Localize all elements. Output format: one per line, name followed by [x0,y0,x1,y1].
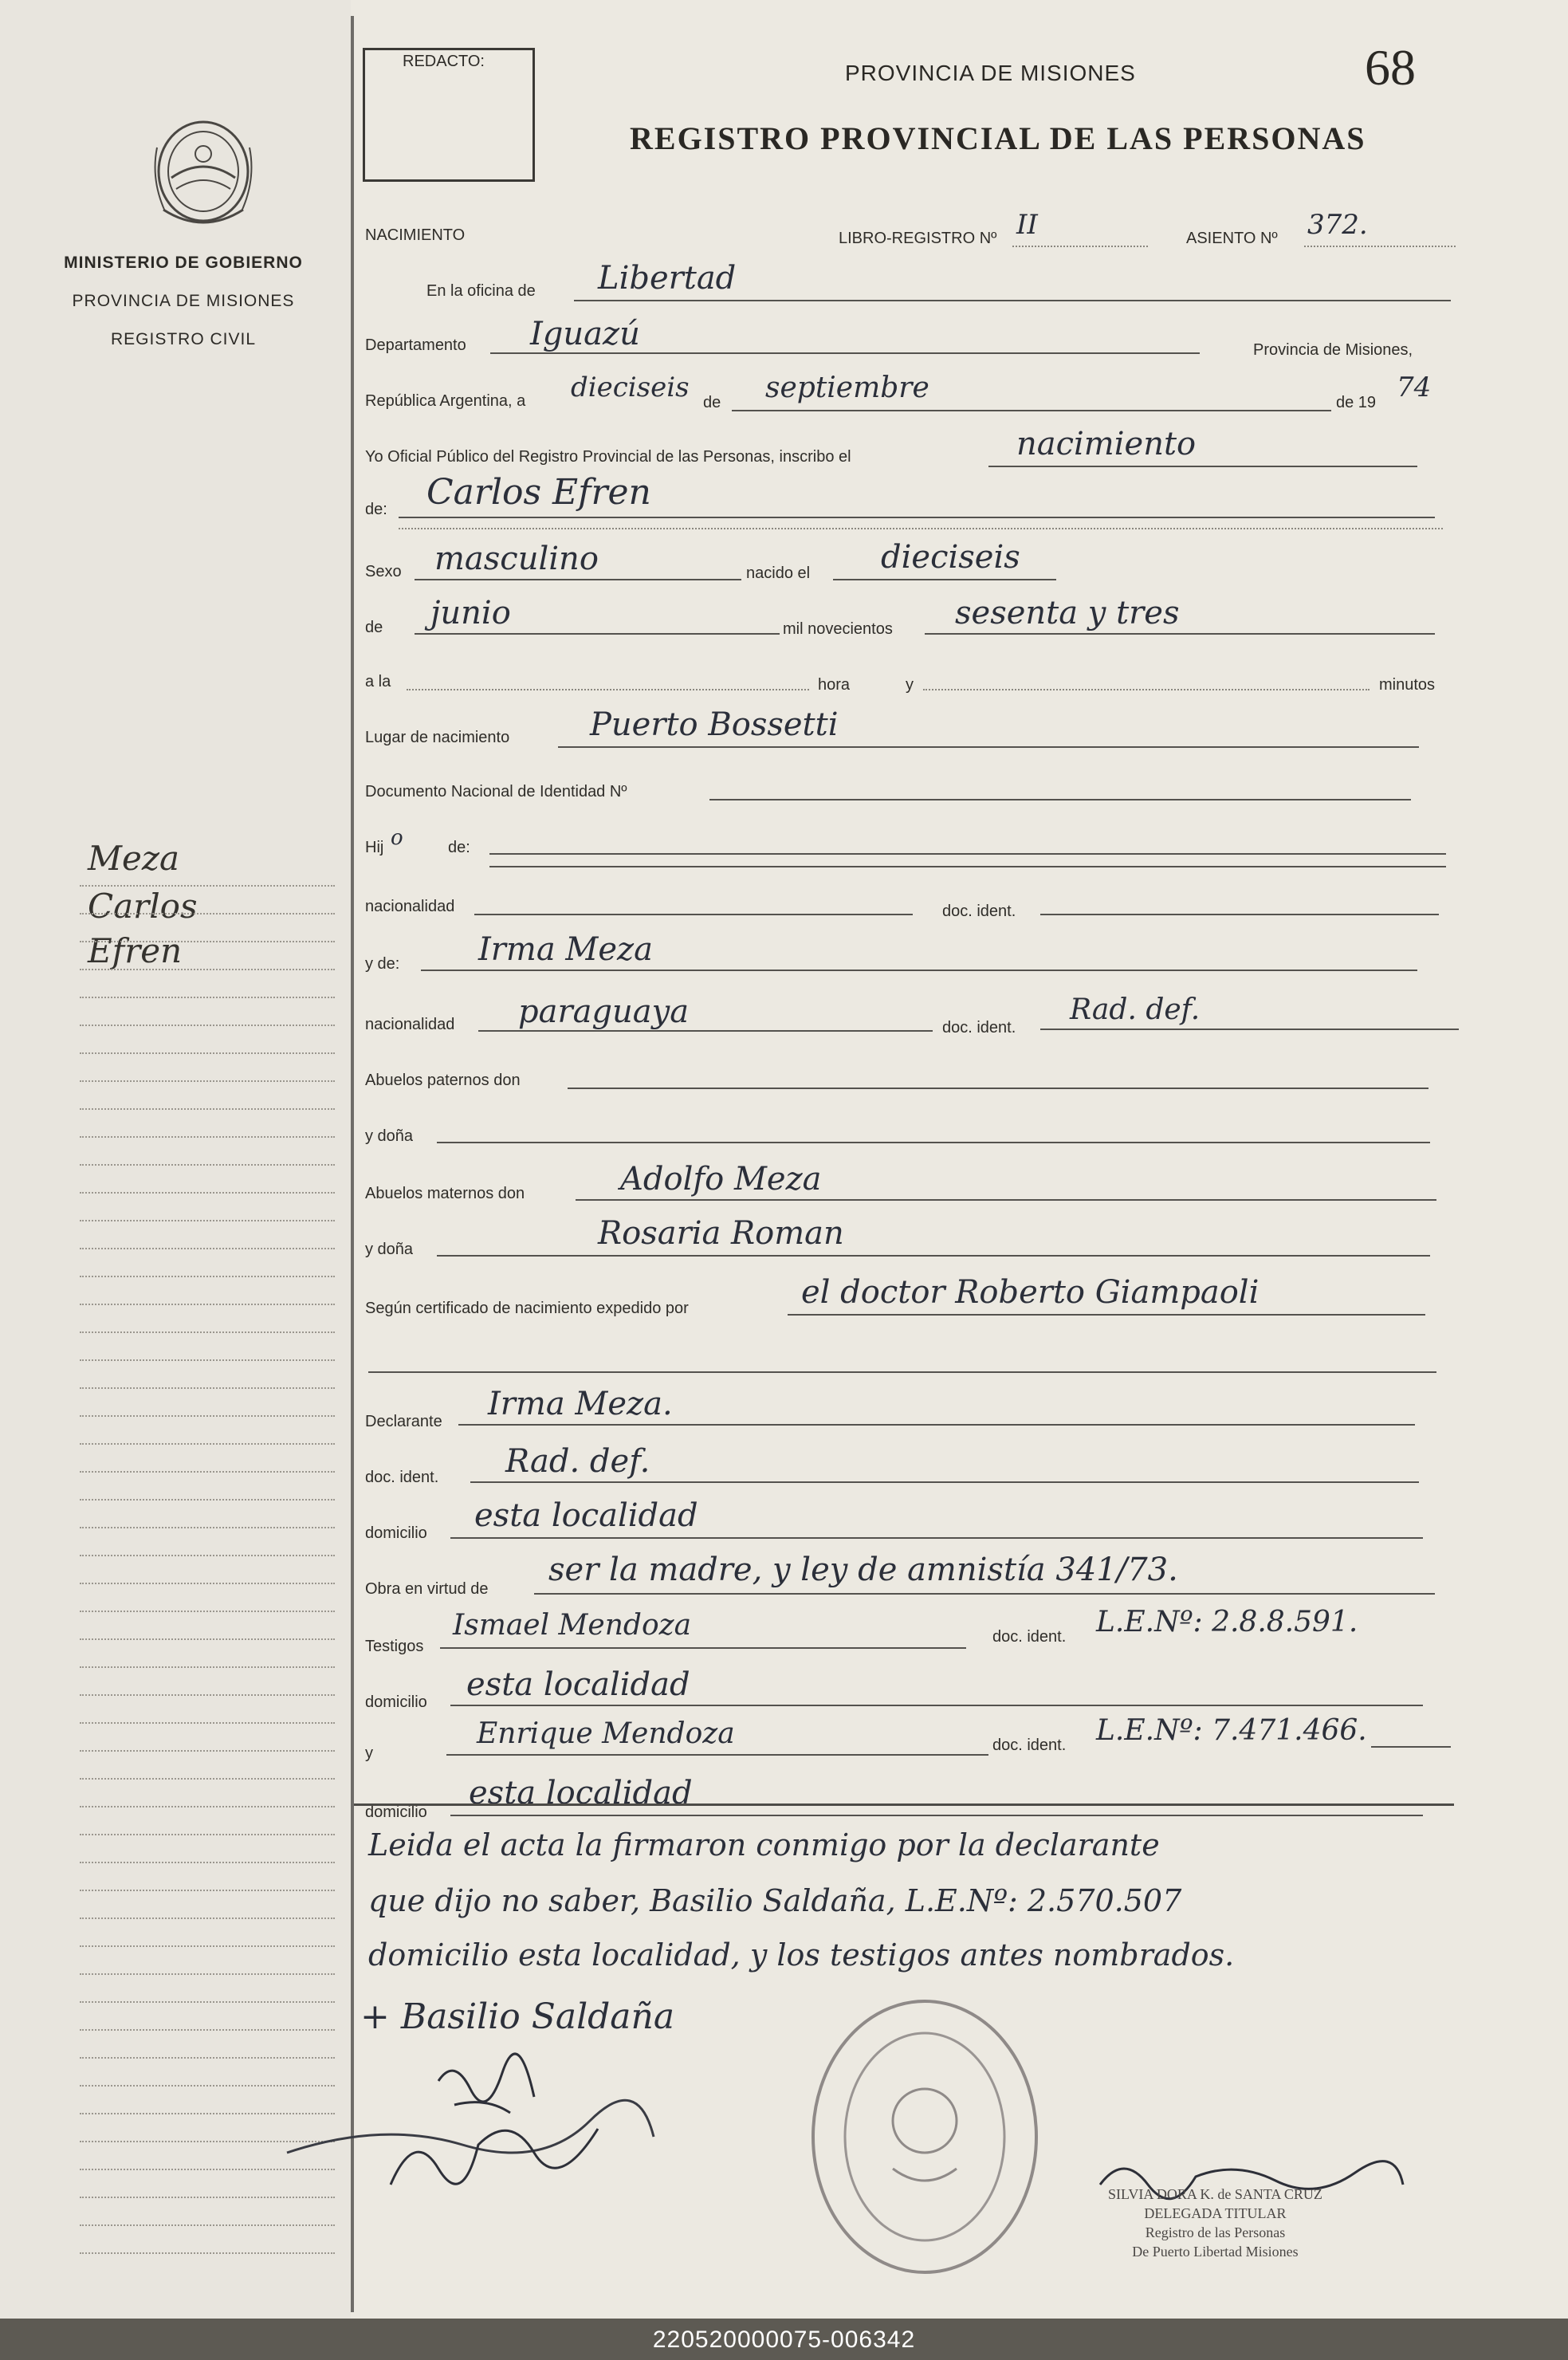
margin-firstname: Carlos [88,887,198,926]
hij-label: Hij [365,839,384,856]
closing-line-1: Leida el acta la firmaron conmigo por la declarante [368,1827,1160,1862]
hij-line [489,853,1446,855]
nombre-line-dotted [399,528,1443,529]
margin-rule [80,1359,335,1361]
margin-rule [80,1499,335,1501]
doc-madre-value: Rad. def. [1070,993,1201,1026]
official-seal-icon [805,1993,1044,2280]
declarante-line [458,1424,1415,1426]
margin-rule [80,1945,335,1947]
dni-line [709,799,1411,800]
minutos-label: minutos [1379,676,1436,694]
abuelo-materno-line [576,1199,1436,1201]
departamento-line [490,352,1200,354]
dni-label: Documento Nacional de Identidad Nº [365,783,627,800]
margin-rule [80,2001,335,2003]
y-testigo2-label: y [365,1744,373,1762]
margin-divider [351,16,354,2312]
testigo2-line [446,1754,988,1756]
yo-oficial-label: Yo Oficial Público del Registro Provincial de las Personas, inscribo el [365,448,851,466]
anio-nac-line [925,633,1435,635]
margin-rule [80,1443,335,1445]
doc-testigo1-value: L.E.Nº: 2.8.8.591. [1096,1606,1358,1638]
domicilio-t2-value: esta localidad [469,1775,693,1811]
margin-rule [80,941,335,942]
margin-rule [80,997,335,998]
certificado-line-2 [368,1371,1436,1373]
inscribo-line [988,466,1417,467]
segun-label: Según certificado de nacimiento expedido por [365,1300,689,1317]
declarante-value: Irma Meza. [488,1386,673,1422]
libro-label: LIBRO-REGISTRO Nº [839,230,997,247]
libro-value: II [1016,209,1038,241]
redacto-label: REDACTO: [403,53,485,70]
nombre-line [399,517,1435,518]
stamp-role: DELEGADA TITULAR [1144,2205,1287,2221]
province-label: PROVINCIA DE MISIONES [72,292,295,310]
margin-rule [80,1862,335,1863]
y-hora-label: y [906,676,914,694]
margin-rule [80,1164,335,1166]
domicilio-t1-line [450,1705,1423,1706]
doc-ident-declarante-label: doc. ident. [365,1469,439,1486]
doc-testigo2-value: L.E.Nº: 7.471.466. [1096,1714,1367,1747]
y-de-label: y de: [365,955,400,973]
margin-rule [80,1722,335,1724]
margin-rule [80,1555,335,1556]
anio-nac-value: sesenta y tres [955,595,1180,631]
a-la-label: a la [365,673,391,690]
margin-rule [80,1694,335,1696]
registry-heading: REGISTRO PROVINCIAL DE LAS PERSONAS [630,120,1366,156]
hij-line-2 [489,866,1446,867]
doc-ident-label: doc. ident. [942,903,1016,920]
margin-surname: Meza [88,839,180,878]
registrar-stamp [1108,2185,1322,2261]
margin-rule [80,1890,335,1891]
domicilio-testigo2-label: domicilio [365,1803,427,1821]
testigos-label: Testigos [365,1638,424,1655]
margin-rule [80,1304,335,1305]
minutos-line [923,689,1370,690]
obra-line [534,1593,1435,1595]
doc-ident-testigo2-label: doc. ident. [992,1737,1067,1754]
mes-value: septiembre [765,372,929,404]
margin-rule [80,1973,335,1975]
closing-line-3: domicilio esta localidad, y los testigos antes nombrados. [368,1937,1235,1973]
margin-rule [80,1527,335,1528]
asiento-value: 372. [1307,209,1368,241]
oficina-value: Libertad [598,260,737,297]
mes-nac-line [415,633,780,635]
signature-basilio: + Basilio Saldaña [360,1996,675,2037]
nacionalidad-madre-line [478,1030,933,1032]
oficina-label: En la oficina de [426,282,536,300]
coat-of-arms-icon [147,116,259,239]
y-dona-pat-label: y doña [365,1127,414,1145]
margin-rule [80,1136,335,1138]
madre-line [421,970,1417,971]
mil-label: mil novecientos [783,620,893,638]
section-divider [354,1803,1454,1806]
asiento-line [1304,246,1456,247]
domicilio-value: esta localidad [474,1497,698,1534]
margin-rule [80,1471,335,1473]
margin-rule [80,1080,335,1082]
margin-rule [80,1806,335,1807]
inscribo-value: nacimiento [1016,426,1197,462]
margin-rule [80,1108,335,1110]
margin-rule [80,969,335,970]
stamp-line-3: Registro de las Personas [1145,2224,1286,2240]
hora-label: hora [818,676,851,694]
abuelos-maternos-label: Abuelos maternos don [365,1185,525,1202]
nacionalidad-madre-value: paraguaya [518,993,690,1030]
margin-rule [80,1331,335,1333]
margin-rule [80,1778,335,1780]
departamento-label: Departamento [365,336,466,354]
abuelos-paternos-label: Abuelos paternos don [365,1072,521,1089]
sexo-label: Sexo [365,563,402,580]
de-mes-label: de [365,619,383,636]
closing-line-2: que dijo no saber, Basilio Saldaña, L.E.Nº: 2.570.507 [368,1883,1182,1918]
civil-registry-label: REGISTRO CIVIL [110,330,257,348]
margin-rule [80,1025,335,1026]
nacido-el-value: dieciseis [881,539,1020,576]
departamento-value: Iguazú [530,316,640,352]
doc-ident-testigo1-label: doc. ident. [992,1628,1067,1646]
margin-rule [80,1611,335,1612]
margin-rule [80,2252,335,2254]
margin-rule [80,1248,335,1249]
doc-testigo2-line [1371,1746,1451,1748]
nacido-el-line [833,579,1056,580]
margin-rule [80,2224,335,2226]
certificado-line [788,1314,1425,1316]
nacimiento-label: NACIMIENTO [365,226,466,244]
stamp-line-4: De Puerto Libertad Misiones [1132,2244,1299,2260]
margin-rule [80,1666,335,1668]
nacionalidad-madre-label: nacionalidad [365,1016,455,1033]
abuela-materna-line [437,1255,1430,1257]
margin-rule [80,1052,335,1054]
margin-rule [80,2029,335,2031]
y-dona-pat-line [437,1142,1430,1143]
obra-label: Obra en virtud de [365,1580,489,1598]
de-nombre-label: de: [365,501,387,518]
mes-line [732,410,1331,411]
margin-secondname: Efren [88,931,183,970]
asiento-label: ASIENTO Nº [1186,230,1278,247]
margin-rule [80,1583,335,1584]
margin-rule [80,1276,335,1277]
obra-value: ser la madre, y ley de amnistía 341/73. [548,1552,1178,1588]
witness-signatures-icon [255,2049,701,2209]
abuelos-paternos-line [568,1088,1428,1089]
sexo-line [415,579,741,580]
margin-rule [80,1192,335,1194]
margin-rule [80,1415,335,1417]
margin-rule [80,1387,335,1389]
hij-suffix-value: o [391,826,403,850]
domicilio-testigo1-label: domicilio [365,1693,427,1711]
doc-declarante-value: Rad. def. [505,1443,650,1480]
doc-madre-line [1040,1029,1459,1030]
testigo2-value: Enrique Mendoza [477,1717,735,1750]
page-number: 68 [1365,39,1416,96]
madre-value: Irma Meza [478,931,653,968]
doc-ident-line [1040,914,1439,915]
de-19-label: de 19 [1336,394,1377,411]
domicilio-line [450,1537,1423,1539]
abuela-materna-value: Rosaria Roman [598,1215,844,1252]
republica-label: República Argentina, a [365,392,526,410]
certificado-value: el doctor Roberto Giampaoli [801,1274,1260,1311]
y-dona-mat-label: y doña [365,1241,414,1258]
declarante-label: Declarante [365,1413,442,1430]
mes-nac-value: junio [430,595,511,631]
doc-ident-madre-label: doc. ident. [942,1019,1016,1036]
dia-value: dieciseis [571,372,690,403]
de-label: de [703,394,721,411]
testigo1-value: Ismael Mendoza [453,1609,692,1642]
doc-declarante-line [470,1481,1419,1483]
margin-rule [80,913,335,914]
ministry-label: MINISTERIO DE GOBIERNO [64,254,303,272]
nacionalidad-label: nacionalidad [365,898,455,915]
margin-rule [80,1638,335,1640]
sexo-value: masculino [434,541,599,577]
lugar-label: Lugar de nacimiento [365,729,510,746]
oficina-line [574,300,1451,301]
anio-value: 74 [1397,372,1432,403]
domicilio-t1-value: esta localidad [466,1666,690,1703]
lugar-value: Puerto Bossetti [590,706,839,743]
nacionalidad-line [474,914,913,915]
hij-de-label: de: [448,839,470,856]
margin-rule [80,1918,335,1919]
abuelo-materno-value: Adolfo Meza [620,1161,822,1198]
testigo1-line [440,1647,966,1649]
provincia-label: Provincia de Misiones, [1253,341,1413,359]
margin-rule [80,885,335,887]
nacido-el-label: nacido el [746,564,811,582]
province-heading: PROVINCIA DE MISIONES [845,61,1136,85]
nombre-value: Carlos Efren [426,472,651,513]
margin-rule [80,1834,335,1835]
stamp-name: SILVIA DORA K. de SANTA CRUZ [1108,2186,1322,2202]
margin-rule [80,1220,335,1221]
domicilio-t2-line [450,1815,1423,1816]
libro-line [1012,246,1148,247]
margin-rule [80,1750,335,1752]
lugar-line [558,746,1419,748]
footer-bar [0,2319,1568,2360]
domicilio-label: domicilio [365,1524,427,1542]
a-la-line [407,689,809,690]
document-id: 220520000075-006342 [652,2327,916,2353]
